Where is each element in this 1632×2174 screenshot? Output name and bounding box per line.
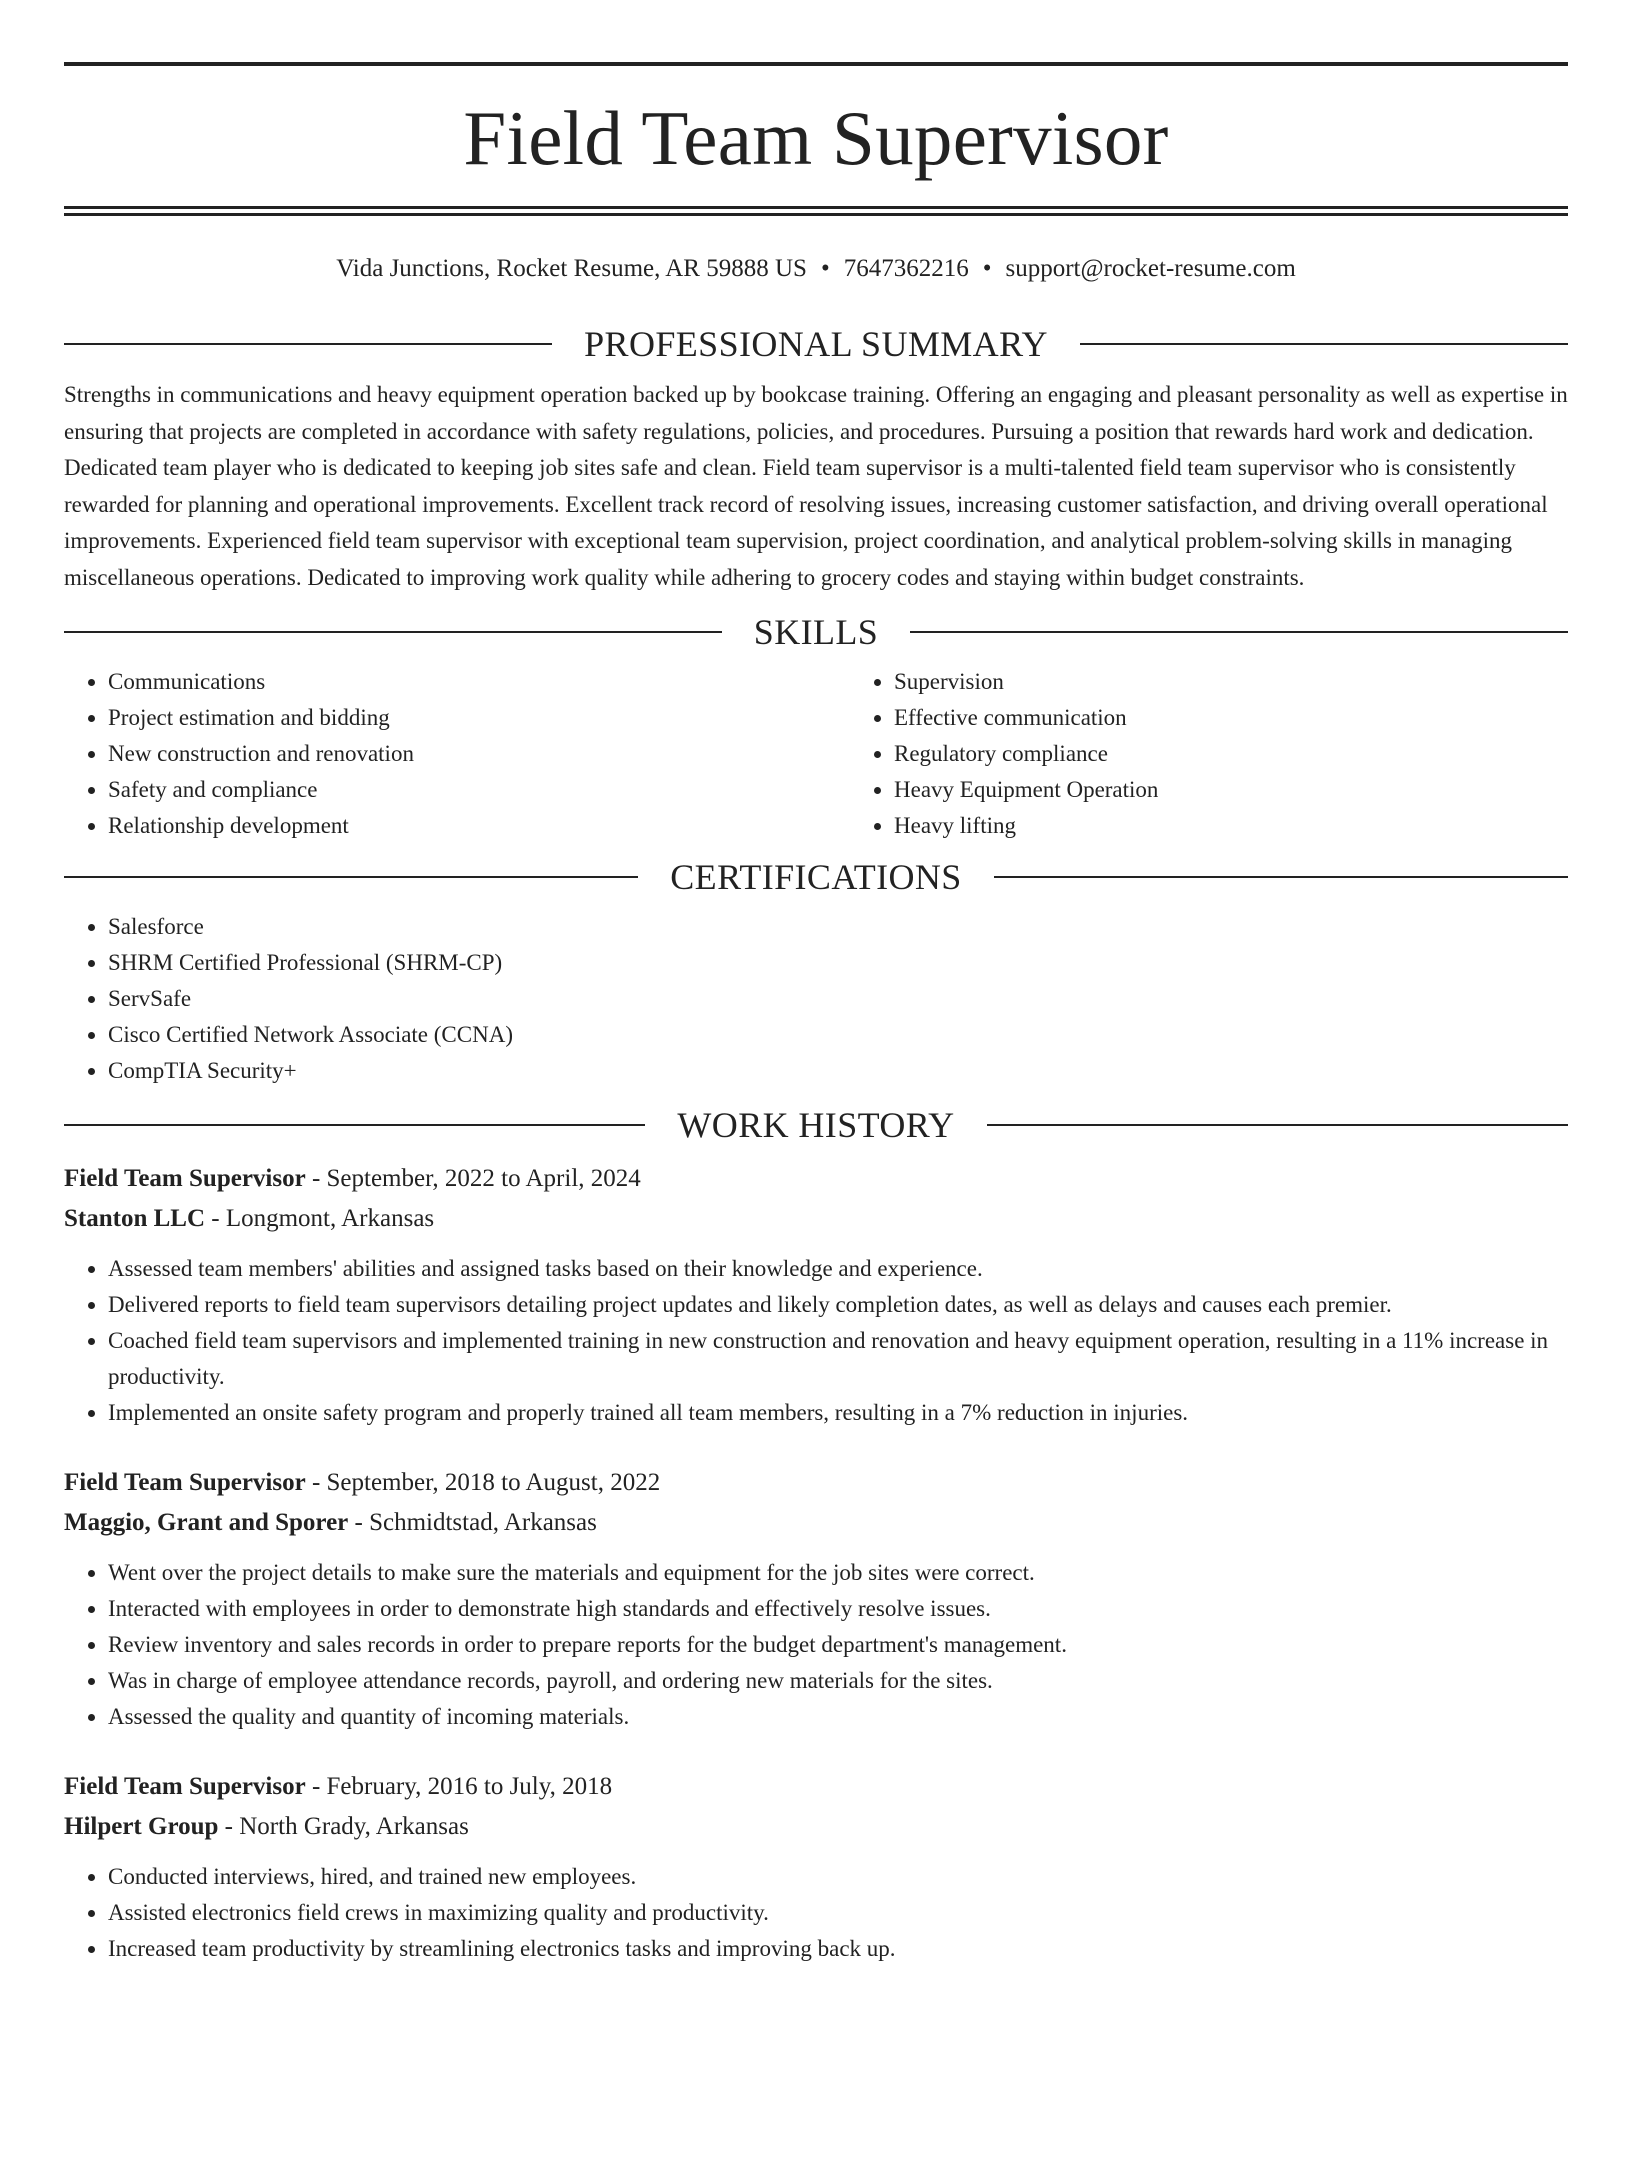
skill-item: • Regulatory compliance [894,736,1632,772]
job-location: - Longmont, Arkansas [205,1205,435,1232]
job-bullets [64,1859,1568,1967]
heading-rule-left [64,631,722,633]
job-bullet: • Coached field team supervisors and implemented training in new construction and renovation and heavy equipment operation, resulting in a 11% increase in productivity. [108,1323,1568,1395]
job-bullet: • Interacted with employees in order to demonstrate high standards and effectively resolve issues. [108,1591,1568,1627]
summary-heading [64,324,1568,364]
job-location: - North Grady, Arkansas [218,1813,469,1840]
job-title-line [64,1767,1568,1807]
job-bullet: • Increased team productivity by streamlining electronics tasks and improving back up. [108,1931,1568,1967]
certification-item: • SHRM Certified Professional (SHRM-CP) [108,945,1568,981]
skills-list-left [64,664,850,844]
heading-rule-right [987,1124,1568,1126]
job-title-line [64,1463,1568,1503]
job-company-line [64,1199,1568,1239]
job-role: Field Team Supervisor [64,1165,306,1192]
header-double-rule [64,206,1568,216]
job-entry [64,1463,1568,1735]
certifications-title: CERTIFICATIONS [670,857,962,897]
job-company-line [64,1503,1568,1543]
job-company: Hilpert Group [64,1813,219,1840]
skill-item: • Safety and compliance [108,772,850,808]
skill-item: • Relationship development [108,808,850,844]
contact-line [64,252,1568,286]
skill-item: • Communications [108,664,850,700]
heading-rule-right [910,631,1568,633]
certification-item: • Cisco Certified Network Associate (CCNA) [108,1017,1568,1053]
job-bullet: • Review inventory and sales records in order to prepare reports for the budget department's management. [108,1627,1568,1663]
skills-grid [64,664,1568,844]
job-bullets [64,1251,1568,1431]
job-entry [64,1767,1568,1967]
skills-heading [64,612,1568,652]
skill-item: • Heavy lifting [894,808,1632,844]
summary-text: Strengths in communications and heavy equipment operation backed up by bookcase training. Offering an engaging and pleasant personality as well as expertise in ensuring that projects are completed in accordance with safety regulations, policies, and procedures. Pursuing a position that rewards hard work and dedication. Dedicated team player who is dedicated to keeping job sites safe and clean. Field team supervisor is a multi-talented field team supervisor who is consistently rewarded for planning and operational improvements. Excellent track record of resolving issues, increasing customer satisfaction, and driving overall operational improvements. Experienced field team supervisor with exceptional team supervision, project coordination, and analytical problem-solving skills in managing miscellaneous operations. Dedicated to improving work quality while adhering to grocery codes and staying within budget constraints. [64,382,1568,590]
candidate-name: Field Team Supervisor [463,95,1169,181]
skill-item: • Supervision [894,664,1632,700]
contact-email: support@rocket-resume.com [1005,255,1296,282]
job-bullet: • Implemented an onsite safety program and properly trained all team members, resulting in a 7% reduction in injuries. [108,1395,1568,1431]
contact-separator: • [982,255,992,282]
certification-item: • Salesforce [108,909,1568,945]
job-bullet: • Was in charge of employee attendance records, payroll, and ordering new materials for the sites. [108,1663,1568,1699]
certifications-heading [64,857,1568,897]
job-location: - Schmidtstad, Arkansas [348,1509,597,1536]
certifications-list [64,909,1568,1089]
job-bullet: • Conducted interviews, hired, and trained new employees. [108,1859,1568,1895]
contact-address: Vida Junctions, Rocket Resume, AR 59888 US [336,255,807,282]
job-title-line [64,1159,1568,1199]
job-entry [64,1159,1568,1431]
job-role: Field Team Supervisor [64,1469,306,1496]
heading-rule-left [64,343,552,345]
job-bullet: • Went over the project details to make sure the materials and equipment for the job sites were correct. [108,1555,1568,1591]
heading-rule-left [64,876,638,878]
work-heading [64,1105,1568,1145]
job-bullet: • Assessed the quality and quantity of incoming materials. [108,1699,1568,1735]
certification-item: • ServSafe [108,981,1568,1017]
summary-title: PROFESSIONAL SUMMARY [584,324,1048,364]
job-bullet: • Delivered reports to field team supervisors detailing project updates and likely completion dates, as well as delays and causes each premier. [108,1287,1568,1323]
skill-item: • New construction and renovation [108,736,850,772]
job-bullet: • Assessed team members' abilities and assigned tasks based on their knowledge and experience. [108,1251,1568,1287]
job-role: Field Team Supervisor [64,1773,306,1800]
job-company: Stanton LLC [64,1205,206,1232]
skill-item: • Effective communication [894,700,1632,736]
contact-separator: • [820,255,830,282]
skills-title: SKILLS [753,612,879,652]
job-bullets [64,1555,1568,1735]
heading-rule-left [64,1124,645,1126]
certification-item: • CompTIA Security+ [108,1053,1568,1089]
job-dates: - September, 2022 to April, 2024 [305,1165,641,1192]
job-company-line [64,1807,1568,1847]
heading-rule-right [1080,343,1568,345]
skills-list-right [850,664,1632,844]
job-dates: - September, 2018 to August, 2022 [305,1469,661,1496]
heading-rule-right [994,876,1568,878]
skill-item: • Project estimation and bidding [108,700,850,736]
job-dates: - February, 2016 to July, 2018 [305,1773,613,1800]
resume-page [0,62,1632,2174]
skill-item: • Heavy Equipment Operation [894,772,1632,808]
contact-phone: 7647362216 [843,255,969,282]
job-company: Maggio, Grant and Sporer [64,1509,349,1536]
job-bullet: • Assisted electronics field crews in maximizing quality and productivity. [108,1895,1568,1931]
work-title: WORK HISTORY [677,1105,955,1145]
